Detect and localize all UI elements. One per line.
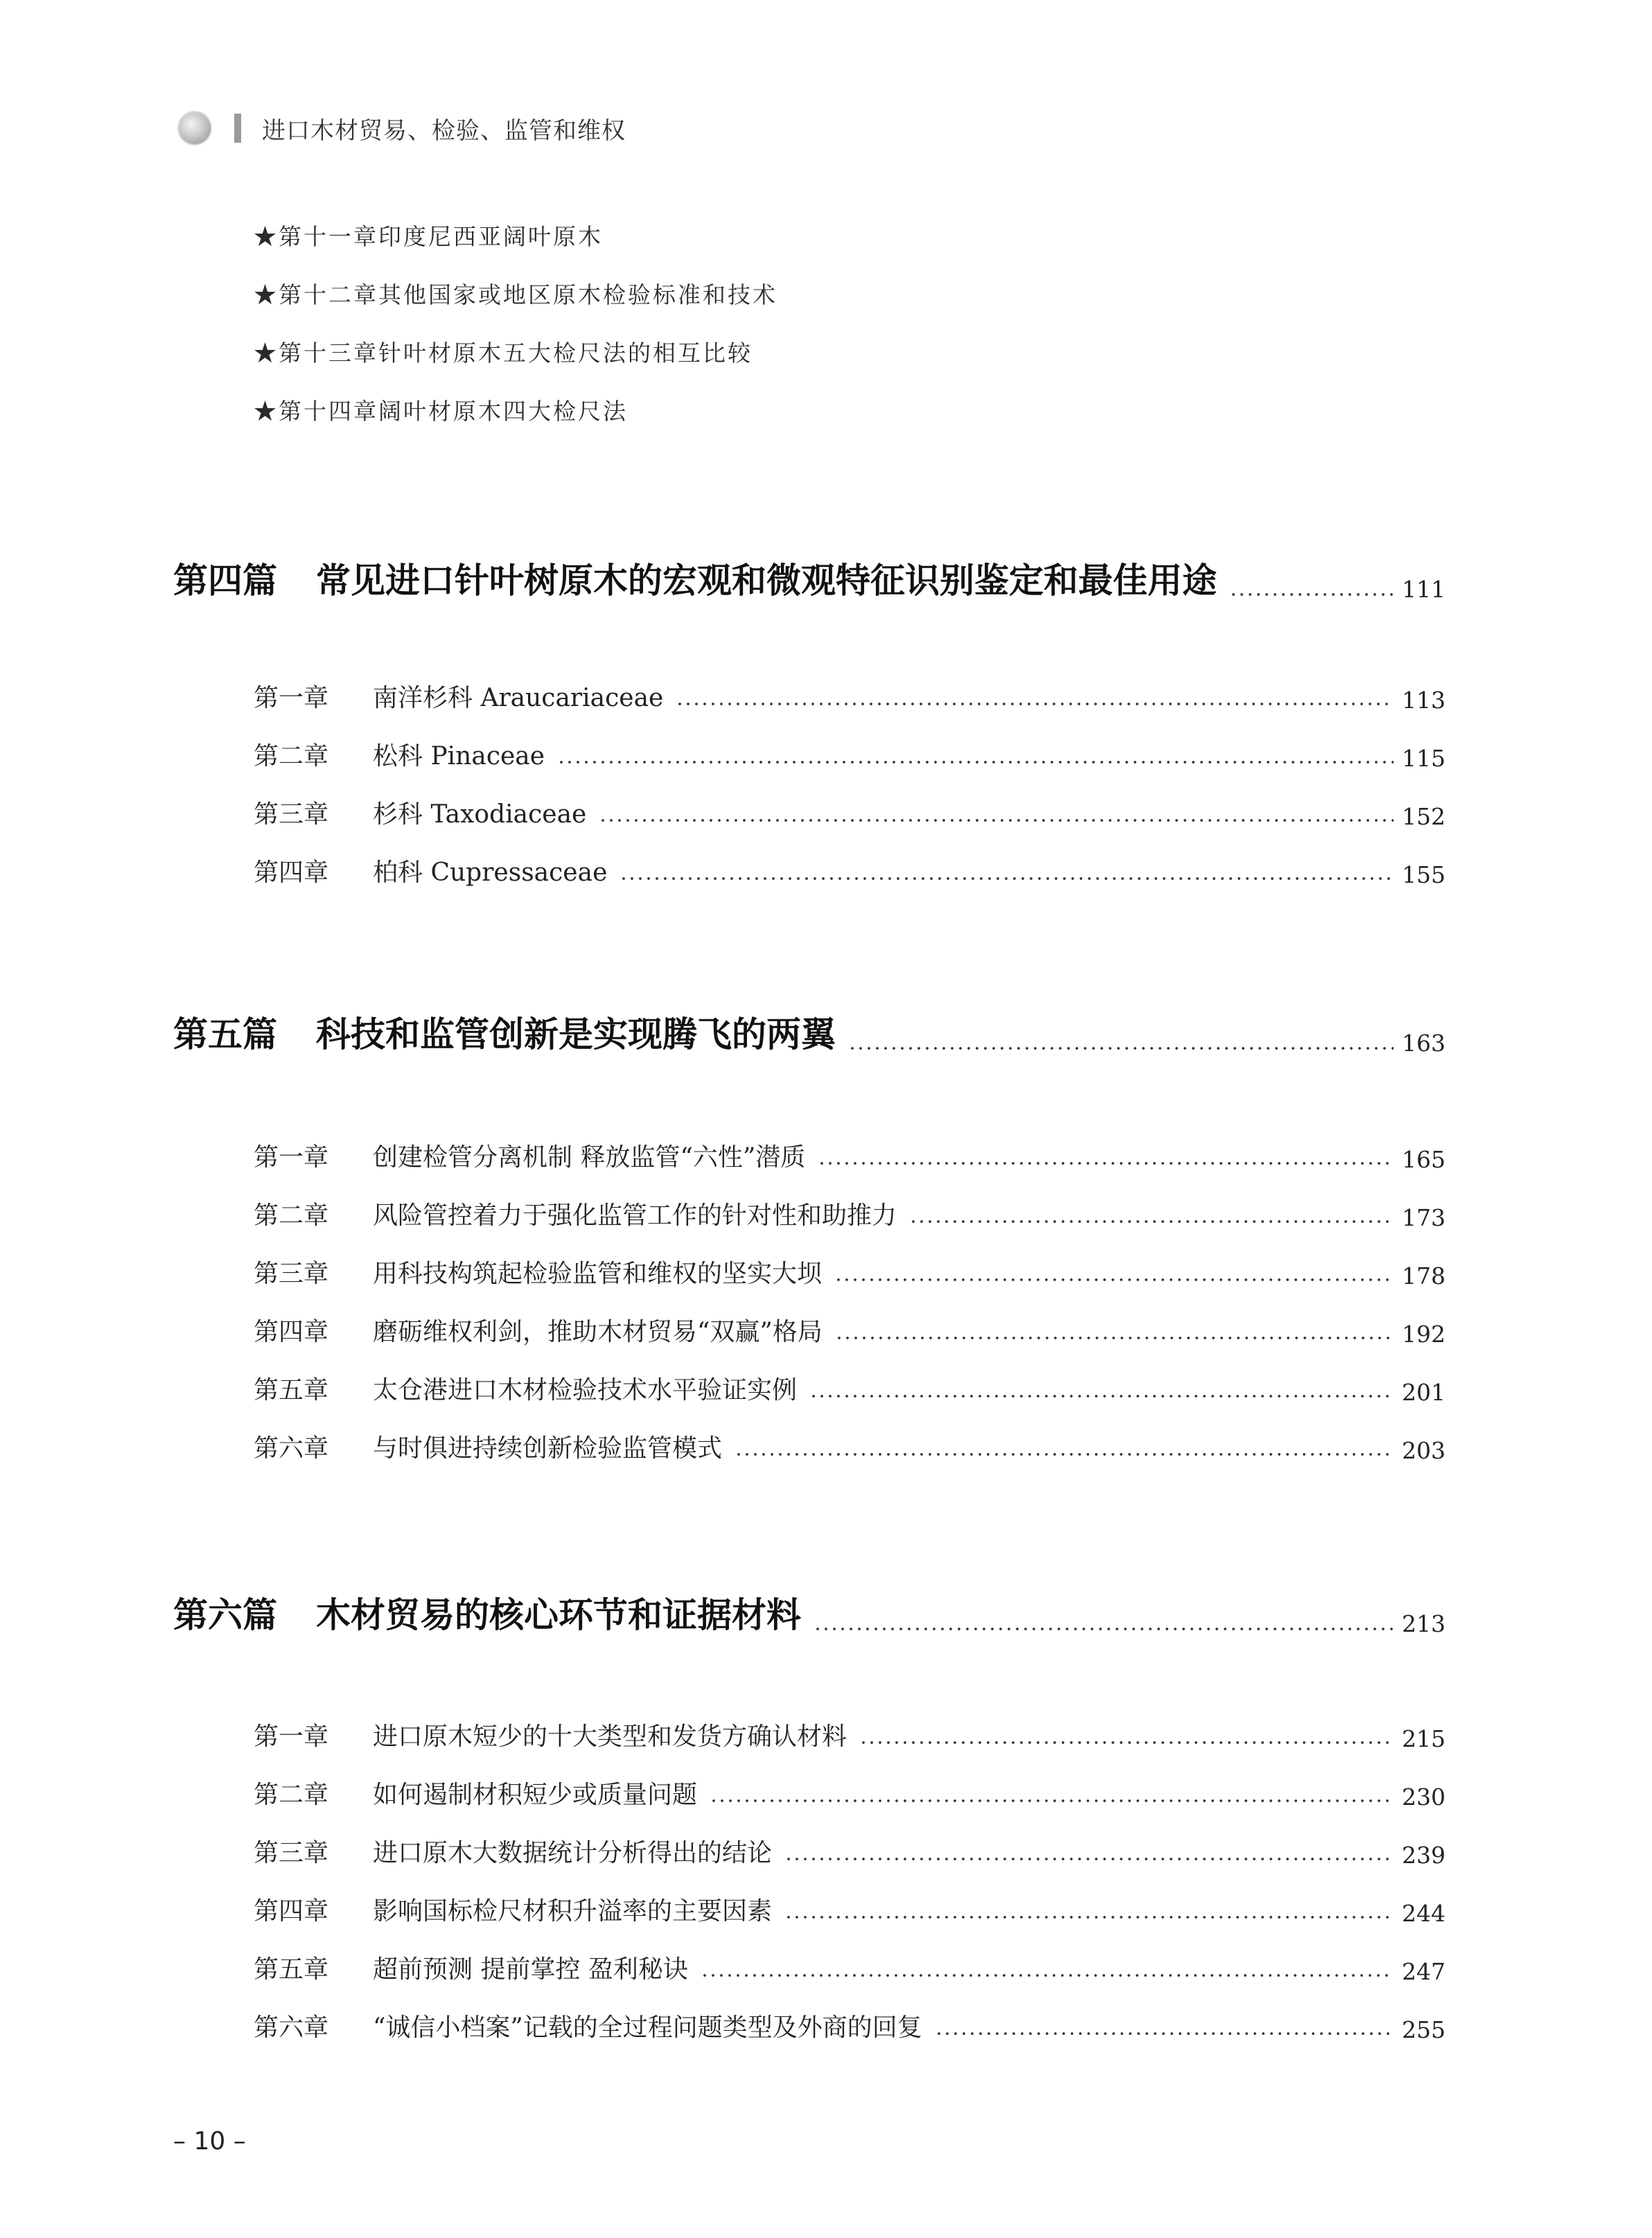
chapter-title: 用科技构筑起检验监管和维权的坚实大坝 <box>373 1260 823 1288</box>
chapter-label: 第四章 <box>254 1318 329 1346</box>
part-heading <box>173 547 1446 603</box>
chapter-label: 第六章 <box>254 2014 329 2042</box>
chapter-title: 影响国标检尺材积升溢率的主要因素 <box>373 1897 773 1926</box>
chapter-entry <box>254 1878 1446 1927</box>
chapter-title: 如何遏制材积短少或质量问题 <box>373 1781 698 1809</box>
chapter-entry <box>254 1995 1446 2043</box>
dot-leader <box>818 1162 1394 1165</box>
star-item <box>254 324 777 382</box>
chapter-page-number: 255 <box>1402 2016 1446 2043</box>
chapter-label: 第二章 <box>254 1781 329 1809</box>
chapter-entry <box>254 665 1446 714</box>
chapter-page-number: 230 <box>1402 1783 1446 1810</box>
dot-leader <box>848 1047 1394 1050</box>
chapter-title: 进口原木短少的十大类型和发货方确认材料 <box>373 1722 847 1751</box>
dot-leader <box>909 1220 1394 1223</box>
header-title: 进口木材贸易、检验、监管和维权 <box>262 116 626 145</box>
chapter-entry <box>254 723 1446 772</box>
chapter-label: 第五章 <box>254 1376 329 1404</box>
chapter-entry <box>254 840 1446 888</box>
star-item-label: ★第十二章 <box>254 281 378 308</box>
part-label: 第五篇 <box>173 1014 277 1055</box>
part-page-number: 213 <box>1402 1610 1446 1637</box>
chapter-title: 杉科 Taxodiaceae <box>373 800 587 829</box>
dot-leader <box>701 1974 1394 1977</box>
part-page-number: 163 <box>1402 1030 1446 1057</box>
dot-leader <box>935 2032 1394 2035</box>
chapter-entry <box>254 1762 1446 1810</box>
chapter-label: 第三章 <box>254 800 329 829</box>
part-page-number: 111 <box>1402 576 1446 603</box>
chapter-page-number: 192 <box>1402 1321 1446 1348</box>
dot-leader <box>557 761 1394 764</box>
chapter-page-number: 155 <box>1402 861 1446 888</box>
star-item-label: ★第十三章 <box>254 340 378 367</box>
part-title-wrap <box>173 1007 836 1057</box>
dot-leader <box>784 1858 1394 1860</box>
chapter-page-number: 201 <box>1402 1379 1446 1406</box>
chapter-entry <box>254 1937 1446 1985</box>
dot-leader <box>1229 593 1394 596</box>
chapter-title: 创建检管分离机制 释放监管“六性”潜质 <box>373 1143 806 1172</box>
chapter-entry <box>254 1820 1446 1869</box>
star-item-title: 其他国家或地区原木检验标准和技术 <box>378 281 777 308</box>
page-number: – 10 – <box>173 2127 246 2156</box>
chapter-title: 磨砺维权利剑，推助木材贸易“双赢”格局 <box>373 1318 823 1346</box>
chapter-label: 第一章 <box>254 684 329 712</box>
chapter-label: 第四章 <box>254 858 329 887</box>
chapter-entry <box>254 1299 1446 1348</box>
part-label: 第六篇 <box>173 1595 277 1635</box>
chapter-label: 第三章 <box>254 1260 329 1288</box>
chapter-title: “诚信小档案”记载的全过程问题类型及外商的回复 <box>373 2014 922 2042</box>
dot-leader <box>814 1628 1394 1630</box>
chapter-entry <box>254 1183 1446 1231</box>
chapter-page-number: 152 <box>1402 803 1446 830</box>
star-item <box>254 208 777 266</box>
chapter-page-number: 247 <box>1402 1958 1446 1985</box>
chapter-page-number: 113 <box>1402 687 1446 714</box>
star-item-title: 阔叶材原木四大检尺法 <box>378 398 628 425</box>
running-header <box>179 104 626 152</box>
part-heading <box>173 1001 1446 1057</box>
dot-leader <box>676 703 1394 705</box>
chapter-title: 南洋杉科 Araucariaceae <box>373 684 664 712</box>
dot-leader <box>809 1395 1394 1398</box>
chapter-label: 第二章 <box>254 1201 329 1230</box>
chapter-title: 与时俱进持续创新检验监管模式 <box>373 1434 723 1463</box>
star-item-label: ★第十四章 <box>254 398 378 425</box>
chapter-entry <box>254 1704 1446 1752</box>
chapter-entry <box>254 1125 1446 1173</box>
chapter-page-number: 178 <box>1402 1262 1446 1289</box>
header-divider <box>234 114 241 143</box>
chapter-entry <box>254 1416 1446 1464</box>
dot-leader <box>599 819 1394 822</box>
dot-leader <box>735 1453 1394 1456</box>
part-title: 科技和监管创新是实现腾飞的两翼 <box>316 1014 836 1055</box>
star-item-title: 针叶材原木五大检尺法的相互比较 <box>378 340 753 367</box>
chapter-label: 第一章 <box>254 1143 329 1172</box>
chapter-page-number: 165 <box>1402 1146 1446 1173</box>
star-item <box>254 382 777 441</box>
chapter-label: 第六章 <box>254 1434 329 1463</box>
chapter-entry <box>254 782 1446 830</box>
chapter-title: 松科 Pinaceae <box>373 742 545 770</box>
star-item-title: 印度尼西亚阔叶原木 <box>378 223 603 250</box>
chapter-page-number: 215 <box>1402 1725 1446 1752</box>
chapter-title: 太仓港进口木材检验技术水平验证实例 <box>373 1376 798 1404</box>
chapter-label: 第五章 <box>254 1955 329 1984</box>
chapter-page-number: 239 <box>1402 1842 1446 1869</box>
part-title-wrap <box>173 553 1217 603</box>
part-heading <box>173 1582 1446 1637</box>
part-title-wrap <box>173 1587 801 1637</box>
part-title: 常见进口针叶树原木的宏观和微观特征识别鉴定和最佳用途 <box>316 561 1217 601</box>
book-logo-icon <box>179 112 211 144</box>
chapter-title: 超前预测 提前掌控 盈利秘诀 <box>373 1955 688 1984</box>
chapter-title: 风险管控着力于强化监管工作的针对性和助推力 <box>373 1201 897 1230</box>
chapter-page-number: 244 <box>1402 1900 1446 1927</box>
chapter-label: 第二章 <box>254 742 329 770</box>
part-label: 第四篇 <box>173 561 277 601</box>
dot-leader <box>784 1916 1394 1919</box>
star-item <box>254 266 777 324</box>
chapter-page-number: 115 <box>1402 745 1446 772</box>
chapter-entry <box>254 1357 1446 1406</box>
chapter-label: 第四章 <box>254 1897 329 1926</box>
chapter-label: 第三章 <box>254 1839 329 1867</box>
dot-leader <box>620 877 1394 880</box>
chapter-title: 柏科 Cupressaceae <box>373 858 608 887</box>
part-title: 木材贸易的核心环节和证据材料 <box>316 1595 801 1635</box>
chapter-page-number: 203 <box>1402 1437 1446 1464</box>
chapter-label: 第一章 <box>254 1722 329 1751</box>
chapter-page-number: 173 <box>1402 1204 1446 1231</box>
dot-leader <box>835 1337 1394 1339</box>
dot-leader <box>834 1278 1394 1281</box>
dot-leader <box>859 1741 1394 1744</box>
dot-leader <box>710 1799 1394 1802</box>
chapter-entry <box>254 1241 1446 1289</box>
chapter-title: 进口原木大数据统计分析得出的结论 <box>373 1839 773 1867</box>
star-item-label: ★第十一章 <box>254 223 378 250</box>
starred-chapter-list <box>254 208 777 441</box>
